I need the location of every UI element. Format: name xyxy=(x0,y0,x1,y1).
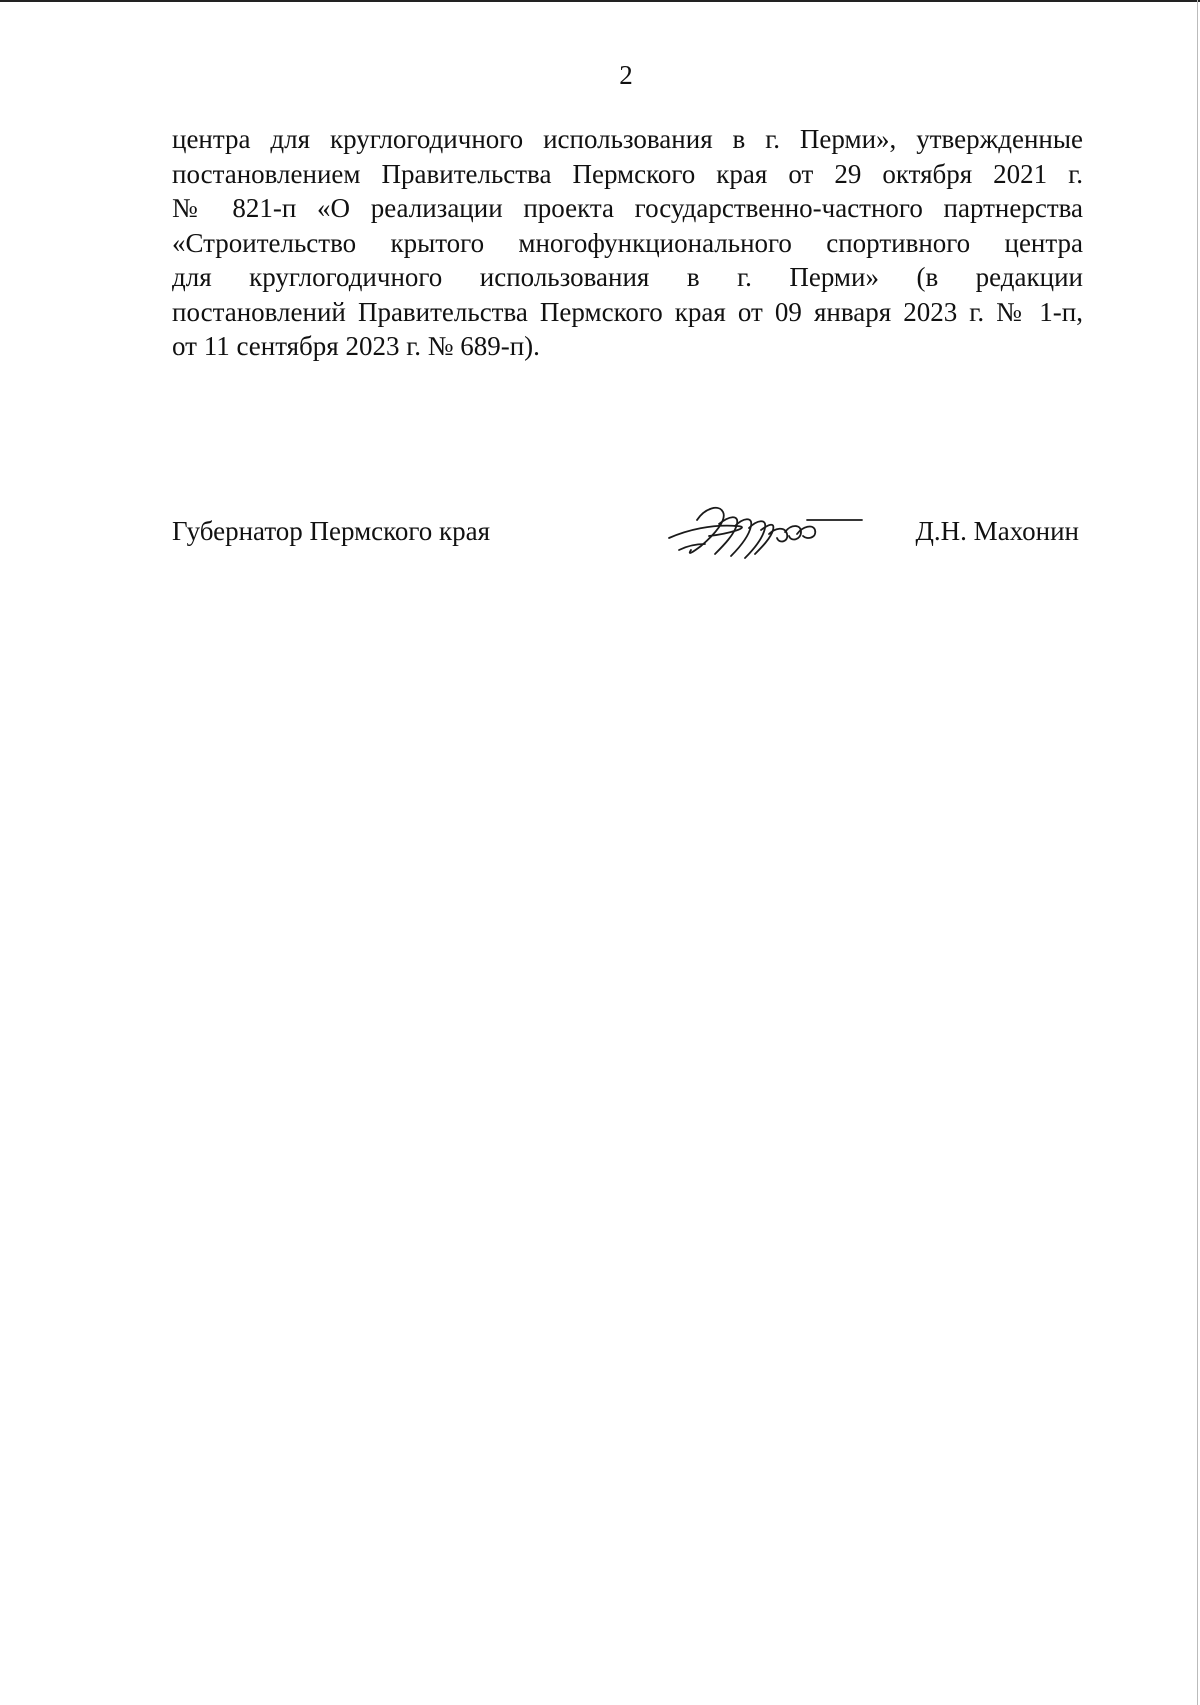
body-line: постановлением Правительства Пермского края от 29 октября 2021 г. xyxy=(172,158,1083,189)
body-line: центра для круглогодичного использования в г. Перми», утвержденные xyxy=(172,124,1083,154)
body-line: постановлений Правительства Пермского края от 09 января 2023 г. № 1-п, xyxy=(172,296,1083,327)
signer-name: Д.Н. Махонин xyxy=(915,516,1079,546)
body-line: для круглогодичного использования в г. Перми» (в редакции xyxy=(172,262,1083,292)
scan-edge-right xyxy=(1197,0,1198,1705)
signer-title: Губернатор Пермского края xyxy=(172,516,491,546)
signature-block xyxy=(172,512,1083,562)
page-number: 2 xyxy=(619,60,633,90)
scan-edge-top xyxy=(0,0,1200,2)
body-line: № 821-п «О реализации проекта государственно-частного партнерства xyxy=(172,193,1083,223)
body-line: «Строительство крытого многофункционального спортивного центра xyxy=(172,227,1083,258)
handwritten-signature-icon xyxy=(657,490,867,570)
body-line-last: от 11 сентября 2023 г. № 689-п). xyxy=(172,331,540,361)
body-paragraph xyxy=(172,122,1083,364)
